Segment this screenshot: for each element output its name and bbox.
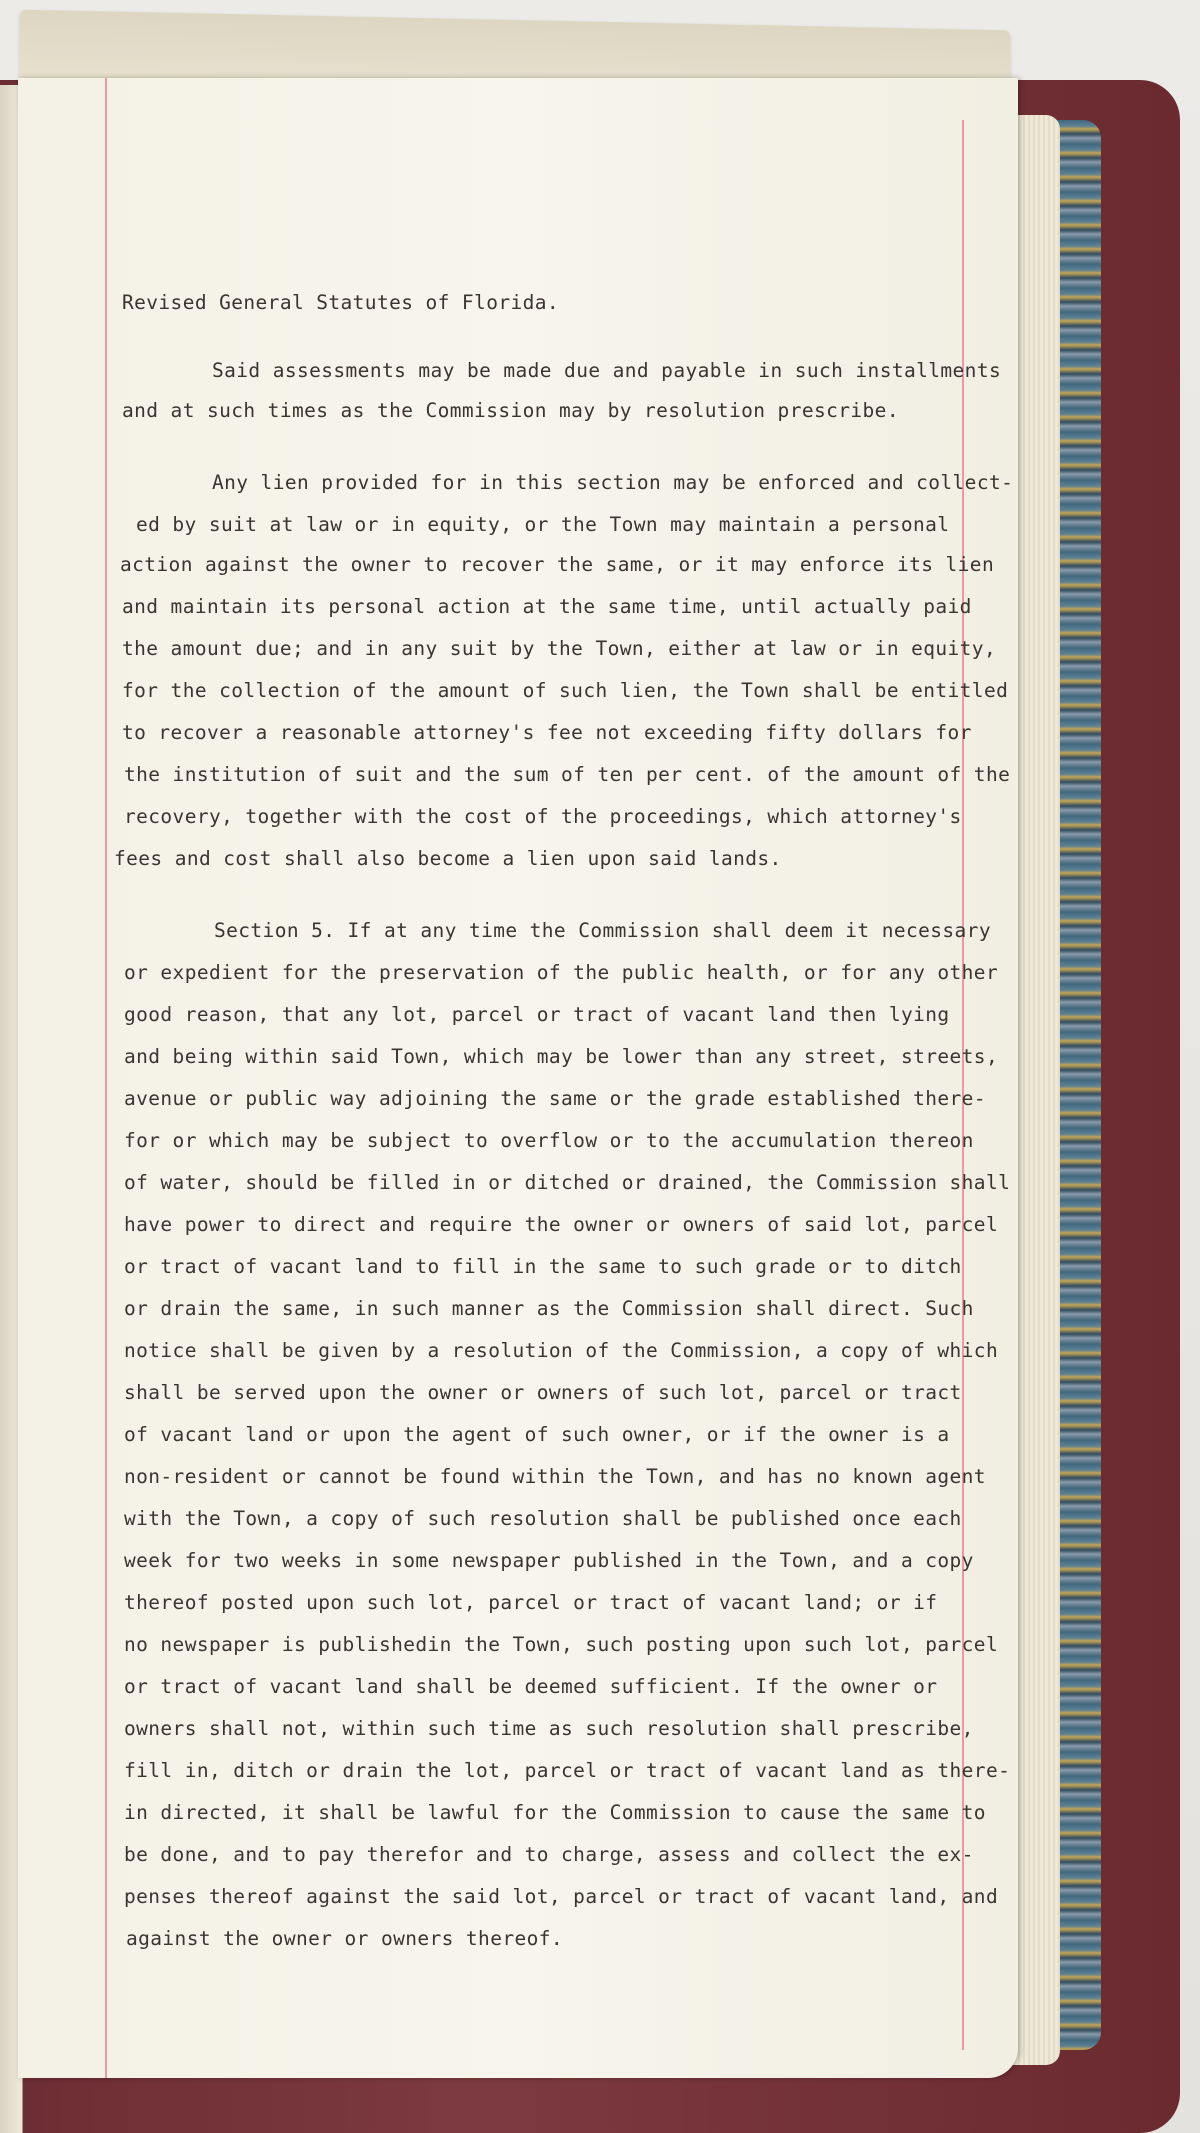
text-line: good reason, that any lot, parcel or tract of vacant land then lying (124, 1003, 950, 1026)
text-line: non-resident or cannot be found within the Town, and has no known agent (124, 1465, 986, 1488)
left-margin-rule (105, 78, 107, 2078)
text-line: Said assessments may be made due and payable in such installments (212, 359, 1002, 382)
text-line: to recover a reasonable attorney's fee not exceeding fifty dollars for (122, 721, 972, 744)
text-line: notice shall be given by a resolution of the Commission, a copy of which (124, 1339, 999, 1362)
text-line: the institution of suit and the sum of ten per cent. of the amount of the (124, 763, 1011, 786)
text-line: in directed, it shall be lawful for the Commission to cause the same to (124, 1801, 986, 1824)
text-line: of water, should be filled in or ditched or drained, the Commission shall (124, 1171, 1011, 1194)
text-line: avenue or public way adjoining the same or the grade established there- (124, 1087, 986, 1110)
text-line: ed by suit at law or in equity, or the Town may maintain a personal (136, 513, 950, 536)
text-line: or tract of vacant land to fill in the same to such grade or to ditch (124, 1255, 962, 1278)
text-line: owners shall not, within such time as such resolution shall prescribe, (124, 1717, 974, 1740)
text-line: the amount due; and in any suit by the Town, either at law or in equity, (122, 637, 997, 660)
marbled-page-edge (1055, 120, 1101, 2050)
text-line: or expedient for the preservation of the public health, or for any other (124, 961, 999, 984)
text-line: be done, and to pay therefor and to charge, assess and collect the ex- (124, 1843, 974, 1866)
text-line: fill in, ditch or drain the lot, parcel or tract of vacant land as there- (124, 1759, 1011, 1782)
text-line: and maintain its personal action at the same time, until actually paid (122, 595, 972, 618)
text-line: and being within said Town, which may be lower than any street, streets, (124, 1045, 999, 1068)
text-line: of vacant land or upon the agent of such owner, or if the owner is a (124, 1423, 950, 1446)
text-line: penses thereof against the said lot, parcel or tract of vacant land, and (124, 1885, 999, 1908)
document-header: Revised General Statutes of Florida. (122, 291, 560, 314)
text-line: week for two weeks in some newspaper published in the Town, and a copy (124, 1549, 974, 1572)
text-line: shall be served upon the owner or owners of such lot, parcel or tract (124, 1381, 962, 1404)
text-line: against the owner or owners thereof. (126, 1927, 564, 1950)
text-line: Section 5. If at any time the Commission shall deem it necessary (214, 919, 991, 942)
text-line: and at such times as the Commission may by resolution prescribe. (122, 399, 899, 422)
text-line: for the collection of the amount of such lien, the Town shall be entitled (122, 679, 1009, 702)
text-line: have power to direct and require the owner or owners of said lot, parcel (124, 1213, 999, 1236)
text-line: thereof posted upon such lot, parcel or tract of vacant land; or if (124, 1591, 938, 1614)
text-line: with the Town, a copy of such resolution shall be published once each (124, 1507, 962, 1530)
text-line: or tract of vacant land shall be deemed sufficient. If the owner or (124, 1675, 938, 1698)
text-line: recovery, together with the cost of the proceedings, which attorney's (124, 805, 962, 828)
text-line: Any lien provided for in this section may be enforced and collect- (212, 471, 1014, 494)
text-line: or drain the same, in such manner as the Commission shall direct. Such (124, 1297, 974, 1320)
text-line: for or which may be subject to overflow or to the accumulation thereon (124, 1129, 974, 1152)
text-line: action against the owner to recover the same, or it may enforce its lien (120, 553, 995, 576)
text-line: no newspaper is publishedin the Town, such posting upon such lot, parcel (124, 1633, 999, 1656)
text-line: fees and cost shall also become a lien upon said lands. (114, 847, 782, 870)
